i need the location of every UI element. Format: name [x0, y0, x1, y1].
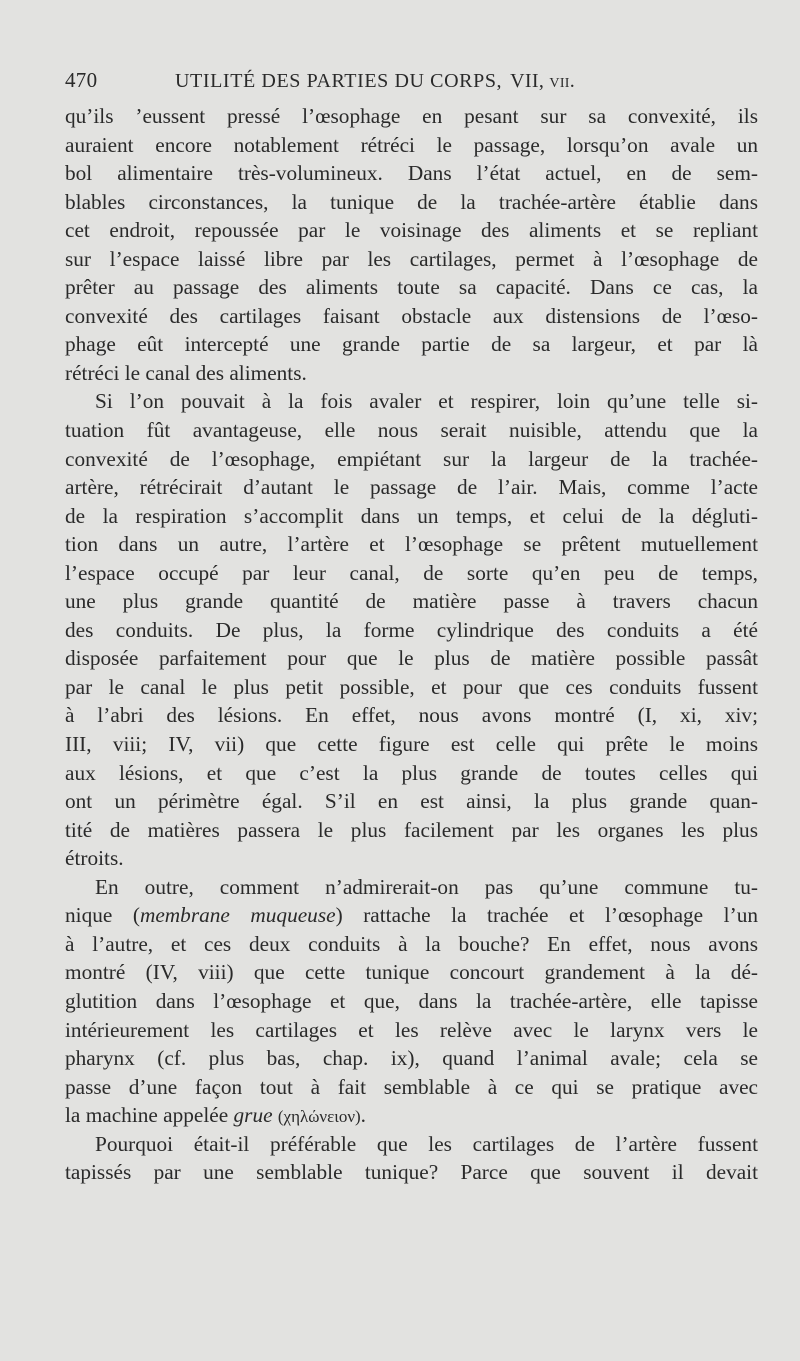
- text-line: aux lésions, et que c’est la plus grande de toutes celles qui: [65, 760, 758, 785]
- text-line: étroits.: [65, 846, 124, 871]
- text-line: tapissés par une semblable tunique? Parce que souvent il devait: [65, 1160, 758, 1185]
- body-text: [65, 102, 758, 1187]
- paragraph-4: [65, 1130, 758, 1187]
- text-segment: la machine appelée: [65, 1103, 234, 1128]
- text-line: bol alimentaire très-volumineux. Dans l’état actuel, en de sem-: [65, 161, 758, 186]
- text-segment: .: [360, 1103, 366, 1128]
- text-line: intérieurement les cartilages et les relève avec le larynx vers le: [65, 1017, 758, 1042]
- running-head: [65, 68, 758, 102]
- text-segment: ) rattache la trachée et l’œsophage l’un: [335, 903, 758, 928]
- text-line: artère, rétrécirait d’autant le passage de l’air. Mais, comme l’acte: [65, 475, 758, 500]
- text-segment: nique (: [65, 903, 140, 928]
- paragraph-2: [65, 387, 758, 872]
- text-line: à l’autre, et ces deux conduits à la bouche? En effet, nous avons: [65, 931, 758, 956]
- text-line: phage eût intercepté une grande partie de sa largeur, et par là: [65, 332, 758, 357]
- text-line: pharynx (cf. plus bas, chap. ix), quand l’animal avale; cela se: [65, 1046, 758, 1071]
- running-title: UTILITÉ DES PARTIES DU CORPS,: [175, 70, 503, 92]
- text-line: [65, 1101, 758, 1130]
- text-line: une plus grande quantité de matière passe à travers chacun: [65, 589, 758, 614]
- italic-term: membrane muqueuse: [139, 903, 336, 928]
- text-line: par le canal le plus petit possible, et pour que ces conduits fussent: [65, 674, 758, 699]
- text-line: Si l’on pouvait à la fois avaler et respirer, loin qu’une telle si-: [95, 389, 758, 414]
- page-number: 470: [65, 68, 98, 92]
- chapter-reference: VII, vii.: [510, 70, 576, 92]
- italic-term: grue: [233, 1103, 273, 1128]
- text-line: cet endroit, repoussée par le voisinage des aliments et se repliant: [65, 218, 758, 243]
- text-line: disposée parfaitement pour que le plus de matière possible passât: [65, 646, 758, 671]
- text-line: tité de matières passera le plus facilement par les organes les plus: [65, 817, 758, 842]
- text-line: à l’abri des lésions. En effet, nous avons montré (I, xi, xiv;: [65, 703, 758, 728]
- text-line: prêter au passage des aliments toute sa capacité. Dans ce cas, la: [65, 275, 758, 300]
- greek-term: (χηλώνειον): [277, 1107, 361, 1127]
- text-line: III, viii; IV, vii) que cette figure est celle qui prête le moins: [65, 732, 758, 757]
- paragraph-1: [65, 102, 758, 387]
- text-line: passe d’une façon tout à fait semblable à ce qui se pratique avec: [65, 1074, 758, 1099]
- text-line: Pourquoi était-il préférable que les cartilages de l’artère fussent: [95, 1131, 758, 1156]
- text-line: [65, 901, 758, 930]
- text-line: l’espace occupé par leur canal, de sorte qu’en peu de temps,: [65, 560, 758, 585]
- text-line: auraient encore notablement rétréci le passage, lorsqu’on avale un: [65, 132, 758, 157]
- text-line: glutition dans l’œsophage et que, dans la trachée-artère, elle tapisse: [65, 988, 758, 1013]
- paragraph-3: [65, 873, 758, 1130]
- text-line: montré (IV, viii) que cette tunique concourt grandement à la dé-: [65, 960, 758, 985]
- text-line: tion dans un autre, l’artère et l’œsophage se prêtent mutuellement: [65, 532, 758, 557]
- text-line: ont un périmètre égal. S’il en est ainsi, la plus grande quan-: [65, 789, 758, 814]
- text-line: En outre, comment n’admirerait-on pas qu’une commune tu-: [95, 874, 758, 899]
- text-line: tuation fût avantageuse, elle nous serait nuisible, attendu que la: [65, 418, 758, 443]
- text-line: convexité de l’œsophage, empiétant sur la largeur de la trachée-: [65, 446, 758, 471]
- text-line: des conduits. De plus, la forme cylindrique des conduits a été: [65, 617, 758, 642]
- text-line: sur l’espace laissé libre par les cartilages, permet à l’œsophage de: [65, 246, 758, 271]
- text-line: de la respiration s’accomplit dans un temps, et celui de la dégluti-: [65, 503, 758, 528]
- text-line: convexité des cartilages faisant obstacle aux distensions de l’œso-: [65, 303, 758, 328]
- text-line: rétréci le canal des aliments.: [65, 360, 307, 385]
- text-line: blables circonstances, la tunique de la trachée-artère établie dans: [65, 189, 758, 214]
- text-line: qu’ils ’eussent pressé l’œsophage en pesant sur sa convexité, ils: [65, 104, 758, 128]
